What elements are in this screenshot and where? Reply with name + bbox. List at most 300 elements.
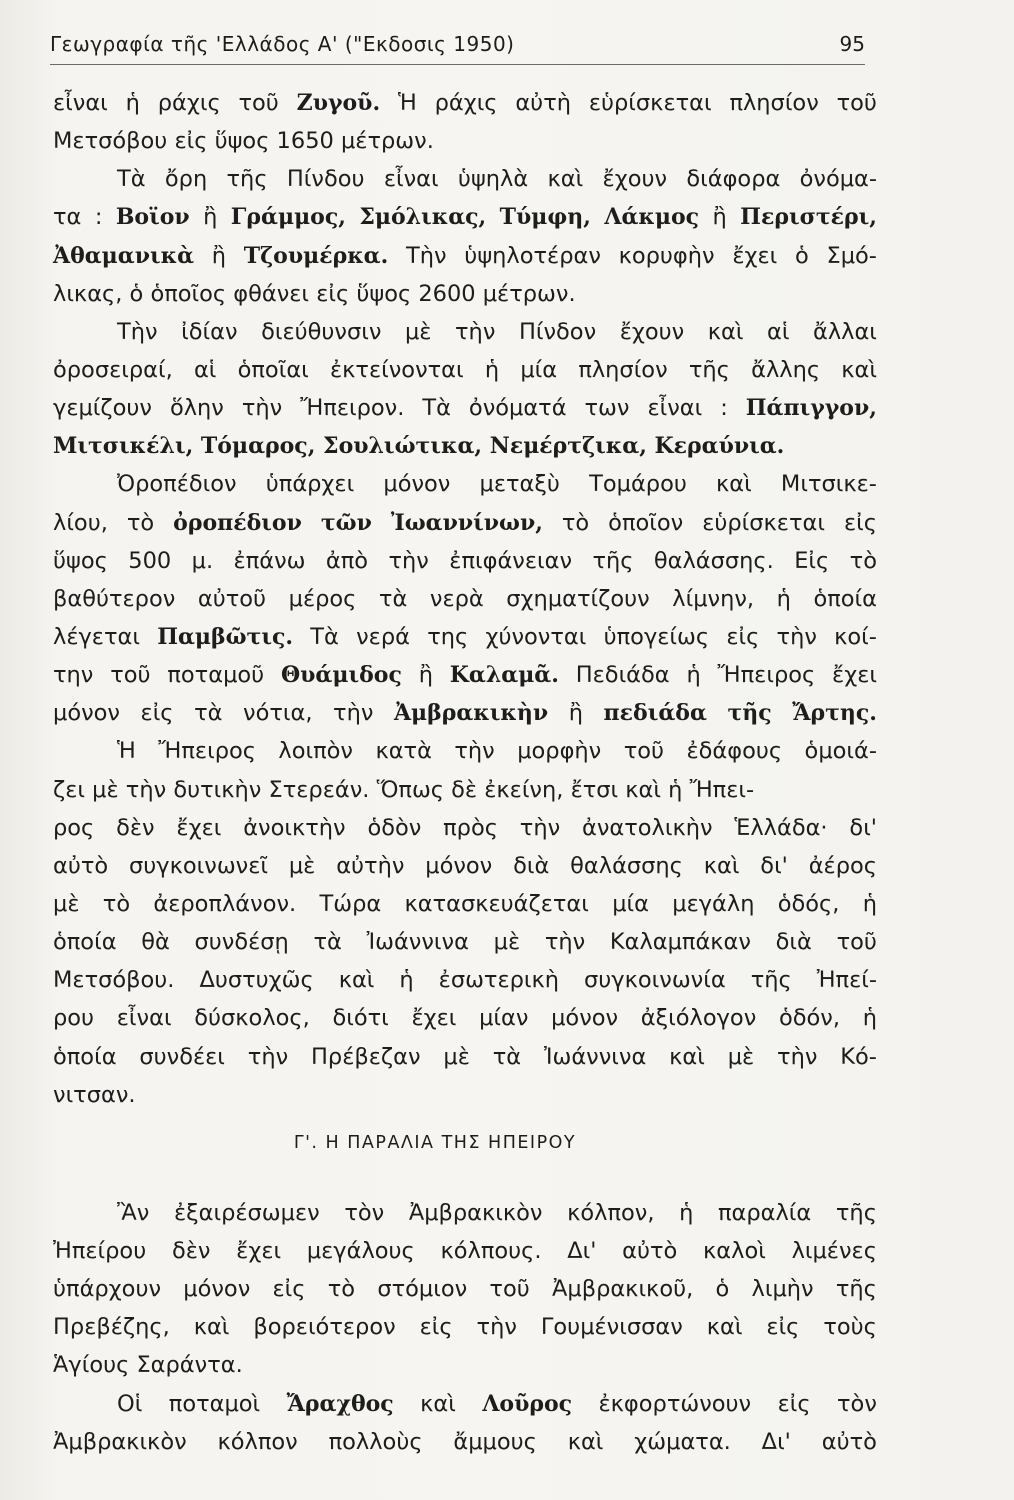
bold-word: πεδιάδα [603,700,707,727]
word: τὸ [102,890,131,917]
word: χώματα. [634,1428,731,1455]
word: κόλπον, [567,1199,655,1226]
text-line [53,465,877,503]
text-line [53,771,877,809]
word: ἡ [686,662,701,689]
text-line [53,1076,877,1114]
word: μόνον [425,852,493,879]
word: αὐτὸ [53,852,109,879]
word: ὁδός, [777,890,840,917]
bold-word: τῶν [320,509,372,536]
word: ὁποῖον [608,509,684,536]
word: πολλοὺς [328,1428,423,1455]
text-line [53,1270,877,1308]
word: ποταμοὶ [168,1390,261,1417]
word: εἰς [843,509,877,536]
word: εὑρίσκεται [702,509,825,536]
word: Ἤπειρος [717,662,816,689]
word: μὲ [53,890,80,917]
word: εἰς [766,1314,800,1341]
word: Πρέβεζαν [311,1043,421,1070]
word: Τὰ [310,623,339,650]
body-text [53,84,877,1461]
word: καὶ [841,356,877,383]
word: ἡ [776,585,791,612]
word: Τομάρου [589,471,687,498]
word: ἔχουν [619,318,685,345]
word: τῆς [592,547,634,574]
word: λέγεται [53,623,140,650]
word: τῆς [835,1199,877,1226]
word: μὲ [493,929,521,956]
word: την [53,662,94,689]
text-line [53,732,877,770]
word: μορφὴν [517,738,602,765]
word: τοῦ [836,90,877,116]
word: τὴν [454,738,495,765]
bold-word: Λάκμος [604,204,700,231]
text-line [53,160,877,198]
text-line [53,656,877,694]
word: ἔχει [411,1005,457,1032]
word: τῆς [226,166,268,193]
word: Ἡ [397,90,417,116]
word: Πίνδου [286,166,365,193]
text-line [53,1423,877,1461]
bold-word: ὀροπέδιον [173,509,302,536]
word: αὐτὴν [336,852,405,879]
word: καὶ [547,166,584,193]
bold-word: Πάπιγγον, [745,395,877,422]
word: καὶ [420,1390,456,1417]
text-line [53,122,877,160]
word: τὴν [476,1314,517,1341]
word: μέρος [288,585,357,612]
word: ἡ [679,1199,694,1226]
word: τα [53,204,82,231]
word: των [584,395,630,422]
word: ἐσωτερικὴ [438,967,560,994]
text-line [53,1385,877,1423]
word: μεγάλη [672,890,755,917]
bold-word: Παμβῶτις. [157,623,294,650]
word: Μετσόβου. [53,967,175,994]
word: κόλπους. [440,1237,542,1264]
word: διότι [332,1005,389,1032]
spacer [53,1160,877,1194]
word: νερὰ [429,585,484,612]
text-line [53,84,877,122]
word: εἰς [726,623,760,650]
text-line [53,999,877,1037]
word: πρὸς [443,814,498,841]
text-line [53,961,877,999]
text-line [53,389,877,427]
word: τὰ [378,585,408,612]
word: τὸν [837,1390,877,1417]
word: μ. [191,547,214,574]
text-line [53,580,877,618]
bold-word: τῆς [727,700,772,727]
word: παραλία [718,1199,812,1226]
word: Τὰ [422,395,451,422]
text-run: λικας, ὁ ὁποῖος φθάνει εἰς ὕψος 2600 μέτρων. [53,280,576,307]
word: Τὴν [117,318,158,345]
paragraphs-epirus-mountains [53,84,877,1114]
word: ἡ [399,967,414,994]
word: ἀεροπλάνον. [153,890,297,917]
bold-word: Τύμφη, [499,204,591,231]
word: βαθύτερον [53,585,176,612]
word: τὸ [561,509,590,536]
word: τοῦ [110,662,151,689]
text-line [53,542,877,580]
word: διὰ [513,852,550,879]
word: ἔχει [832,662,877,689]
word: ἐκφορτώνουν [598,1390,752,1417]
bold-word: Ἄραχθος [286,1390,394,1417]
word: τὰ [194,700,223,727]
word: κορυφὴν [618,242,715,269]
word: κοί- [834,623,877,650]
word: Μιτσικε- [780,471,877,498]
bold-word: Ἀθαμανικὰ [53,242,195,269]
word: Σμό- [826,242,877,269]
word: ἢ [712,204,727,231]
word: Οἱ [117,1390,143,1417]
word: : [720,395,728,422]
bold-text: Μιτσικέλι, Τόμαρος, Σουλιώτικα, Νεμέρτζικα, Κεραύνια. [53,433,785,460]
word: ἀπὸ [325,547,369,574]
word: μὲ [443,1043,470,1070]
word: τὴν [333,700,374,727]
word: κατασκευάζεται [404,890,589,917]
word: τὴν [544,929,586,956]
word: ἡ [862,1005,877,1032]
word: αὐτὸ [622,1237,678,1264]
text-line [53,809,877,847]
word: Ἰωάννινα [543,1043,647,1070]
word: ὁδὸν [367,814,422,841]
word: ὑπάρχει [265,471,355,498]
word: ἐξαιρέσωμεν [173,1199,320,1226]
word: εἰς [419,1314,453,1341]
word: ἡ [125,90,140,116]
word: τοῦ [489,1276,530,1303]
word: ἢ [203,204,218,231]
word: Δι' [567,1237,597,1264]
word: ἐκτείνονται [329,356,464,383]
word: ὁποία [53,929,117,956]
text-run: ζει μὲ τὴν δυτικὴν Στερεάν. Ὅπως δὲ ἐκείνη, ἔτσι καὶ ἡ Ἤπει- [53,776,755,803]
word: χύνονται [485,623,587,650]
word: καὶ [669,1043,705,1070]
word: δι' [760,852,788,879]
bold-word: Ἄρτης. [792,700,877,727]
word: Καλαμπάκαν [609,929,751,956]
word: ὀνόματά [468,395,567,422]
text-run: Ἁγίους Σαράντα. [53,1352,243,1379]
word: θαλάσσης. [653,547,774,574]
word: τοὺς [823,1314,877,1341]
word: ὁ [794,242,809,269]
word: δι' [849,814,877,841]
word: καλοὶ [703,1237,766,1264]
word: καὶ [338,967,375,994]
bold-word: Σμόλικας, [359,204,487,231]
word: βορειότερον [253,1314,396,1341]
word: δὲν [171,1237,211,1264]
word: μὲ [727,1043,755,1070]
word: τὸ [126,509,155,536]
text-line [53,847,877,885]
word: εἶναι [383,166,439,193]
word: πλησίον [729,90,819,116]
word: ὁδόν, [778,1005,840,1032]
word: ὄρη [164,166,208,193]
word: Τώρα [319,890,382,917]
word: μόνον [383,471,451,498]
word: 500 [128,547,172,574]
word: Ἤπειρος [158,738,256,765]
word: συγκοινωνία [584,967,726,994]
header-rule [50,64,865,65]
word: μεγάλους [306,1237,415,1264]
word: μίαν [479,1005,529,1032]
word: ἔχει [732,242,778,269]
word: λιμὴν [751,1276,814,1303]
word: αὐτοῦ [197,585,267,612]
word: νερά [356,623,410,650]
word: τὴν [777,1043,818,1070]
word: αὐτὴ [515,90,572,116]
word: Δυστυχῶς [199,967,314,994]
word: συνδέει [139,1043,225,1070]
word: ὁποία [813,585,877,612]
bold-word: Λοῦρος [482,1390,573,1417]
word: Ἀμβρακικοῦ, [552,1276,694,1303]
word: Δι' [761,1428,791,1455]
word: Πεδιάδα [575,662,670,689]
word: καὶ [567,1428,604,1455]
word: ἔχει [176,814,222,841]
word: ὁποία [53,1043,117,1070]
word: Πίνδον [518,318,597,345]
word: τῆς [835,1276,877,1303]
word: τὴν [241,395,283,422]
word: ἔχει [236,1237,282,1264]
text-line [53,1038,877,1076]
text-line [53,1346,877,1384]
bold-word: Περιστέρι, [740,204,877,231]
word: διὰ [775,929,812,956]
word: ὁποῖαι [237,356,309,383]
word: μόνον [53,700,120,727]
word: διάφορα [686,166,781,193]
page-number: 95 [839,32,865,56]
word: Ἀμβρακικὸν [408,1199,543,1226]
word: μία [612,890,649,917]
word: ἀξιόλογον [640,1005,757,1032]
word: τῆς [750,967,792,994]
word: ὁ [715,1276,730,1303]
word: ὀνόμα- [799,166,877,193]
word: Ἡ [117,738,136,765]
word: ὑπάρχουν [53,1276,162,1303]
word: εἰς [777,1390,811,1417]
word: θαλάσσης [570,852,683,879]
word: τοῦ [623,738,665,765]
bold-word: Ἰωαννίνων, [390,509,543,536]
word: ἀνατολικὴν [581,814,713,841]
word: στόμιον [377,1276,468,1303]
text-line [53,923,877,961]
word: μὲ [404,318,432,345]
word: συνδέσῃ [194,929,289,956]
word: εἶναι [647,395,703,422]
word: συγκοινωνεῖ [129,852,269,879]
word: ὑψηλὰ [457,166,529,193]
word: κατὰ [375,738,432,765]
word: λοιπὸν [278,738,353,765]
text-line [53,351,877,389]
bold-word: Βοϊον [115,204,190,231]
word: ποταμοῦ [167,662,265,689]
running-header [50,30,865,64]
word: Ἠπεί- [816,967,877,994]
spacer [53,1114,877,1126]
word: καὶ [706,1314,743,1341]
word: Ἀμβρακικὸν [53,1428,187,1455]
word: καὶ [703,852,740,879]
word: μὲ [288,852,316,879]
word: καὶ [716,471,752,498]
word: τὸ [327,1276,356,1303]
word: της [427,623,469,650]
text-line [53,694,877,732]
word: Τὰ [117,166,146,193]
word: τὸν [344,1199,385,1226]
word: τὰ [313,929,342,956]
word: Ὀροπέδιον [117,471,237,498]
word: τοῦ [836,929,877,956]
word: μία [520,356,558,383]
word: ἡ [484,356,500,383]
text-line [53,198,877,236]
word: εἰς [272,1276,306,1303]
word: πλησίον [578,356,668,383]
word: ἔχουν [602,166,668,193]
word: : [94,204,103,231]
paragraphs-epirus-coast [53,1194,877,1461]
word: Ἤπειρον. [300,395,405,422]
bold-word: Ἀμβρακικὴν [393,700,549,727]
word: τὴν [776,623,817,650]
word: ἢ [568,700,583,727]
word: Πρεβέζης, [53,1314,170,1341]
word: λίου, [53,509,108,536]
word: ὑπογείως [603,623,710,650]
word: ὀροσειραί, [53,356,173,383]
word: Κό- [840,1043,877,1070]
word: Τὴν [406,242,447,269]
word: Ἠπείρου [53,1237,147,1264]
word: τὴν [247,1043,289,1070]
word: γεμίζουν [53,395,152,422]
bold-word: Θυάμιδος [281,662,402,689]
text-line [53,618,877,656]
word: εἰς [140,700,174,727]
word: διεύθυνσιν [261,318,382,345]
word: ἰδίαν [181,318,238,345]
word: ἡ [862,890,877,917]
word: μεταξὺ [479,471,560,498]
text-line [53,1194,877,1232]
word: λιμένες [791,1237,877,1264]
book-title: Γεωγραφία τῆς 'Ελλάδος Α' ("Εκδοσις 1950) [50,32,515,56]
text-run: Μετσόβου εἰς ὕψος 1650 μέτρων. [53,128,434,155]
word: Ἑλλάδα· [734,814,828,841]
word: καὶ [193,1314,230,1341]
bold-word: Καλαμᾶ. [449,662,559,689]
word: τὴν [455,318,496,345]
text-line [53,427,877,465]
word: τοῦ [238,90,279,116]
word: μόνον [551,1005,619,1032]
word: καὶ [707,318,744,345]
word: εἶναι [53,90,108,116]
text-line [53,1308,877,1346]
word: κόλπον [217,1428,298,1455]
word: νότια, [243,700,313,727]
word: εὑρίσκεται [588,90,712,116]
word: αἱ [193,356,217,383]
word: σχηματίζουν [506,585,650,612]
word: Ἰωάννινα [366,929,469,956]
word: ρου [53,1005,95,1032]
word: ρος [53,814,95,841]
word: ράχις [157,90,221,116]
text-line [53,504,877,542]
bold-word: Γράμμος, [230,204,346,231]
word: Ἂν [117,1199,150,1226]
word: τῆς [688,356,730,383]
text-line [53,237,877,275]
text-line [53,1232,877,1270]
word: δὲν [116,814,155,841]
word: ἢ [418,662,433,689]
text-run: νιτσαν. [53,1081,136,1108]
bold-word: Τζουμέρκα. [243,242,389,269]
word: ἀνοικτὴν [243,814,346,841]
word: ἐπιφάνειαν [449,547,573,574]
word: λίμνην, [672,585,755,612]
word: αἱ [767,318,790,345]
word: ἄλλαι [813,318,877,345]
word: τὰ [492,1043,522,1070]
word: δύσκολος, [194,1005,310,1032]
word: ἢ [211,242,227,269]
word: ἐδάφους [686,738,783,765]
text-line [53,885,877,923]
word: τὴν [388,547,429,574]
word: Γουμένισσαν [540,1314,683,1341]
word: τὸ [849,547,877,574]
word: μόνον [183,1276,251,1303]
word: εἶναι [116,1005,172,1032]
word: ἄλλης [751,356,821,383]
word: Εἰς [794,547,830,574]
